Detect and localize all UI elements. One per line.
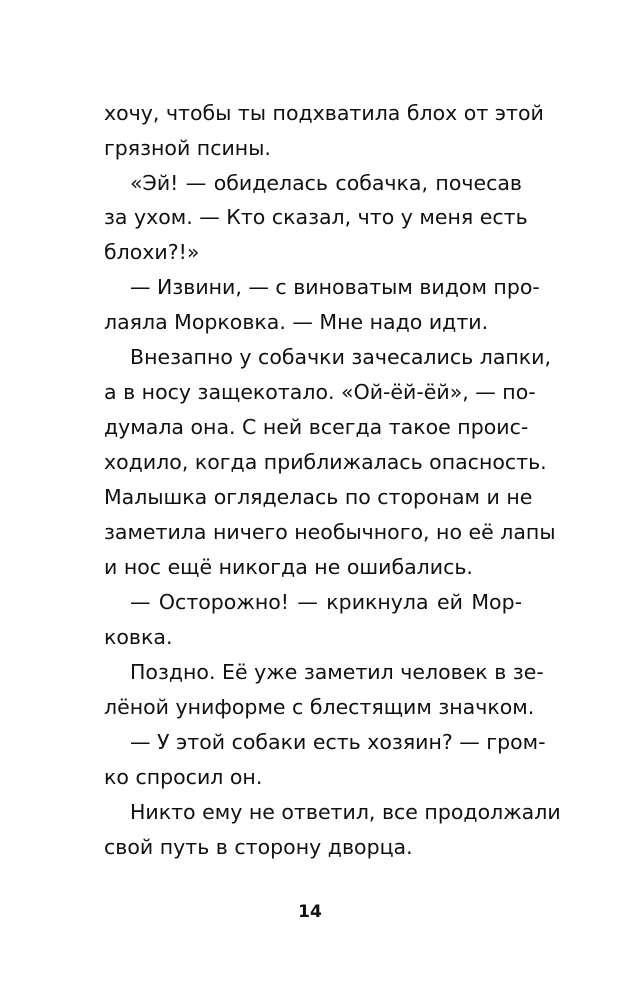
text-line: ходило, когда приближалась опасность.	[104, 450, 547, 474]
text-line: заметила ничего необычного, но её лапы	[104, 520, 556, 544]
text-line: — Извини, — с виноватым видом про-	[130, 275, 540, 299]
page-number: 14	[298, 902, 322, 922]
text-line: думала она. С ней всегда такое проис-	[104, 415, 529, 439]
text-line: ковка.	[104, 625, 173, 649]
text-line: Поздно. Её уже заметил человек в зе-	[130, 660, 544, 684]
text-line: — У этой собаки есть хозяин? — гром-	[130, 730, 546, 754]
text-line: хочу, чтобы ты подхватила блох от этой	[104, 101, 544, 125]
text-line: Малышка огляделась по сторонам и не	[104, 485, 533, 509]
text-line: «Эй! — обиделась собачка, почесав	[130, 171, 522, 195]
text-line: свой путь в сторону дворца.	[104, 835, 413, 859]
text-line: Внезапно у собачки зачесались лапки,	[130, 345, 552, 369]
text-line: — Осторожно! — крикнула ей Мор-	[130, 590, 522, 614]
text-line: лёной униформе с блестящим значком.	[104, 695, 535, 719]
text-line: ко спросил он.	[104, 765, 263, 789]
text-line: и нос ещё никогда не ошибались.	[104, 555, 473, 579]
text-line: лаяла Морковка. — Мне надо идти.	[104, 310, 489, 334]
text-line: а в носу защекотало. «Ой-ёй-ёй», — по-	[104, 380, 536, 404]
text-line: блохи?!»	[104, 240, 200, 264]
text-line: за ухом. — Кто сказал, что у меня есть	[104, 205, 528, 229]
text-line: Никто ему не ответил, все продолжали	[130, 800, 561, 824]
text-line: грязной псины.	[104, 136, 271, 160]
